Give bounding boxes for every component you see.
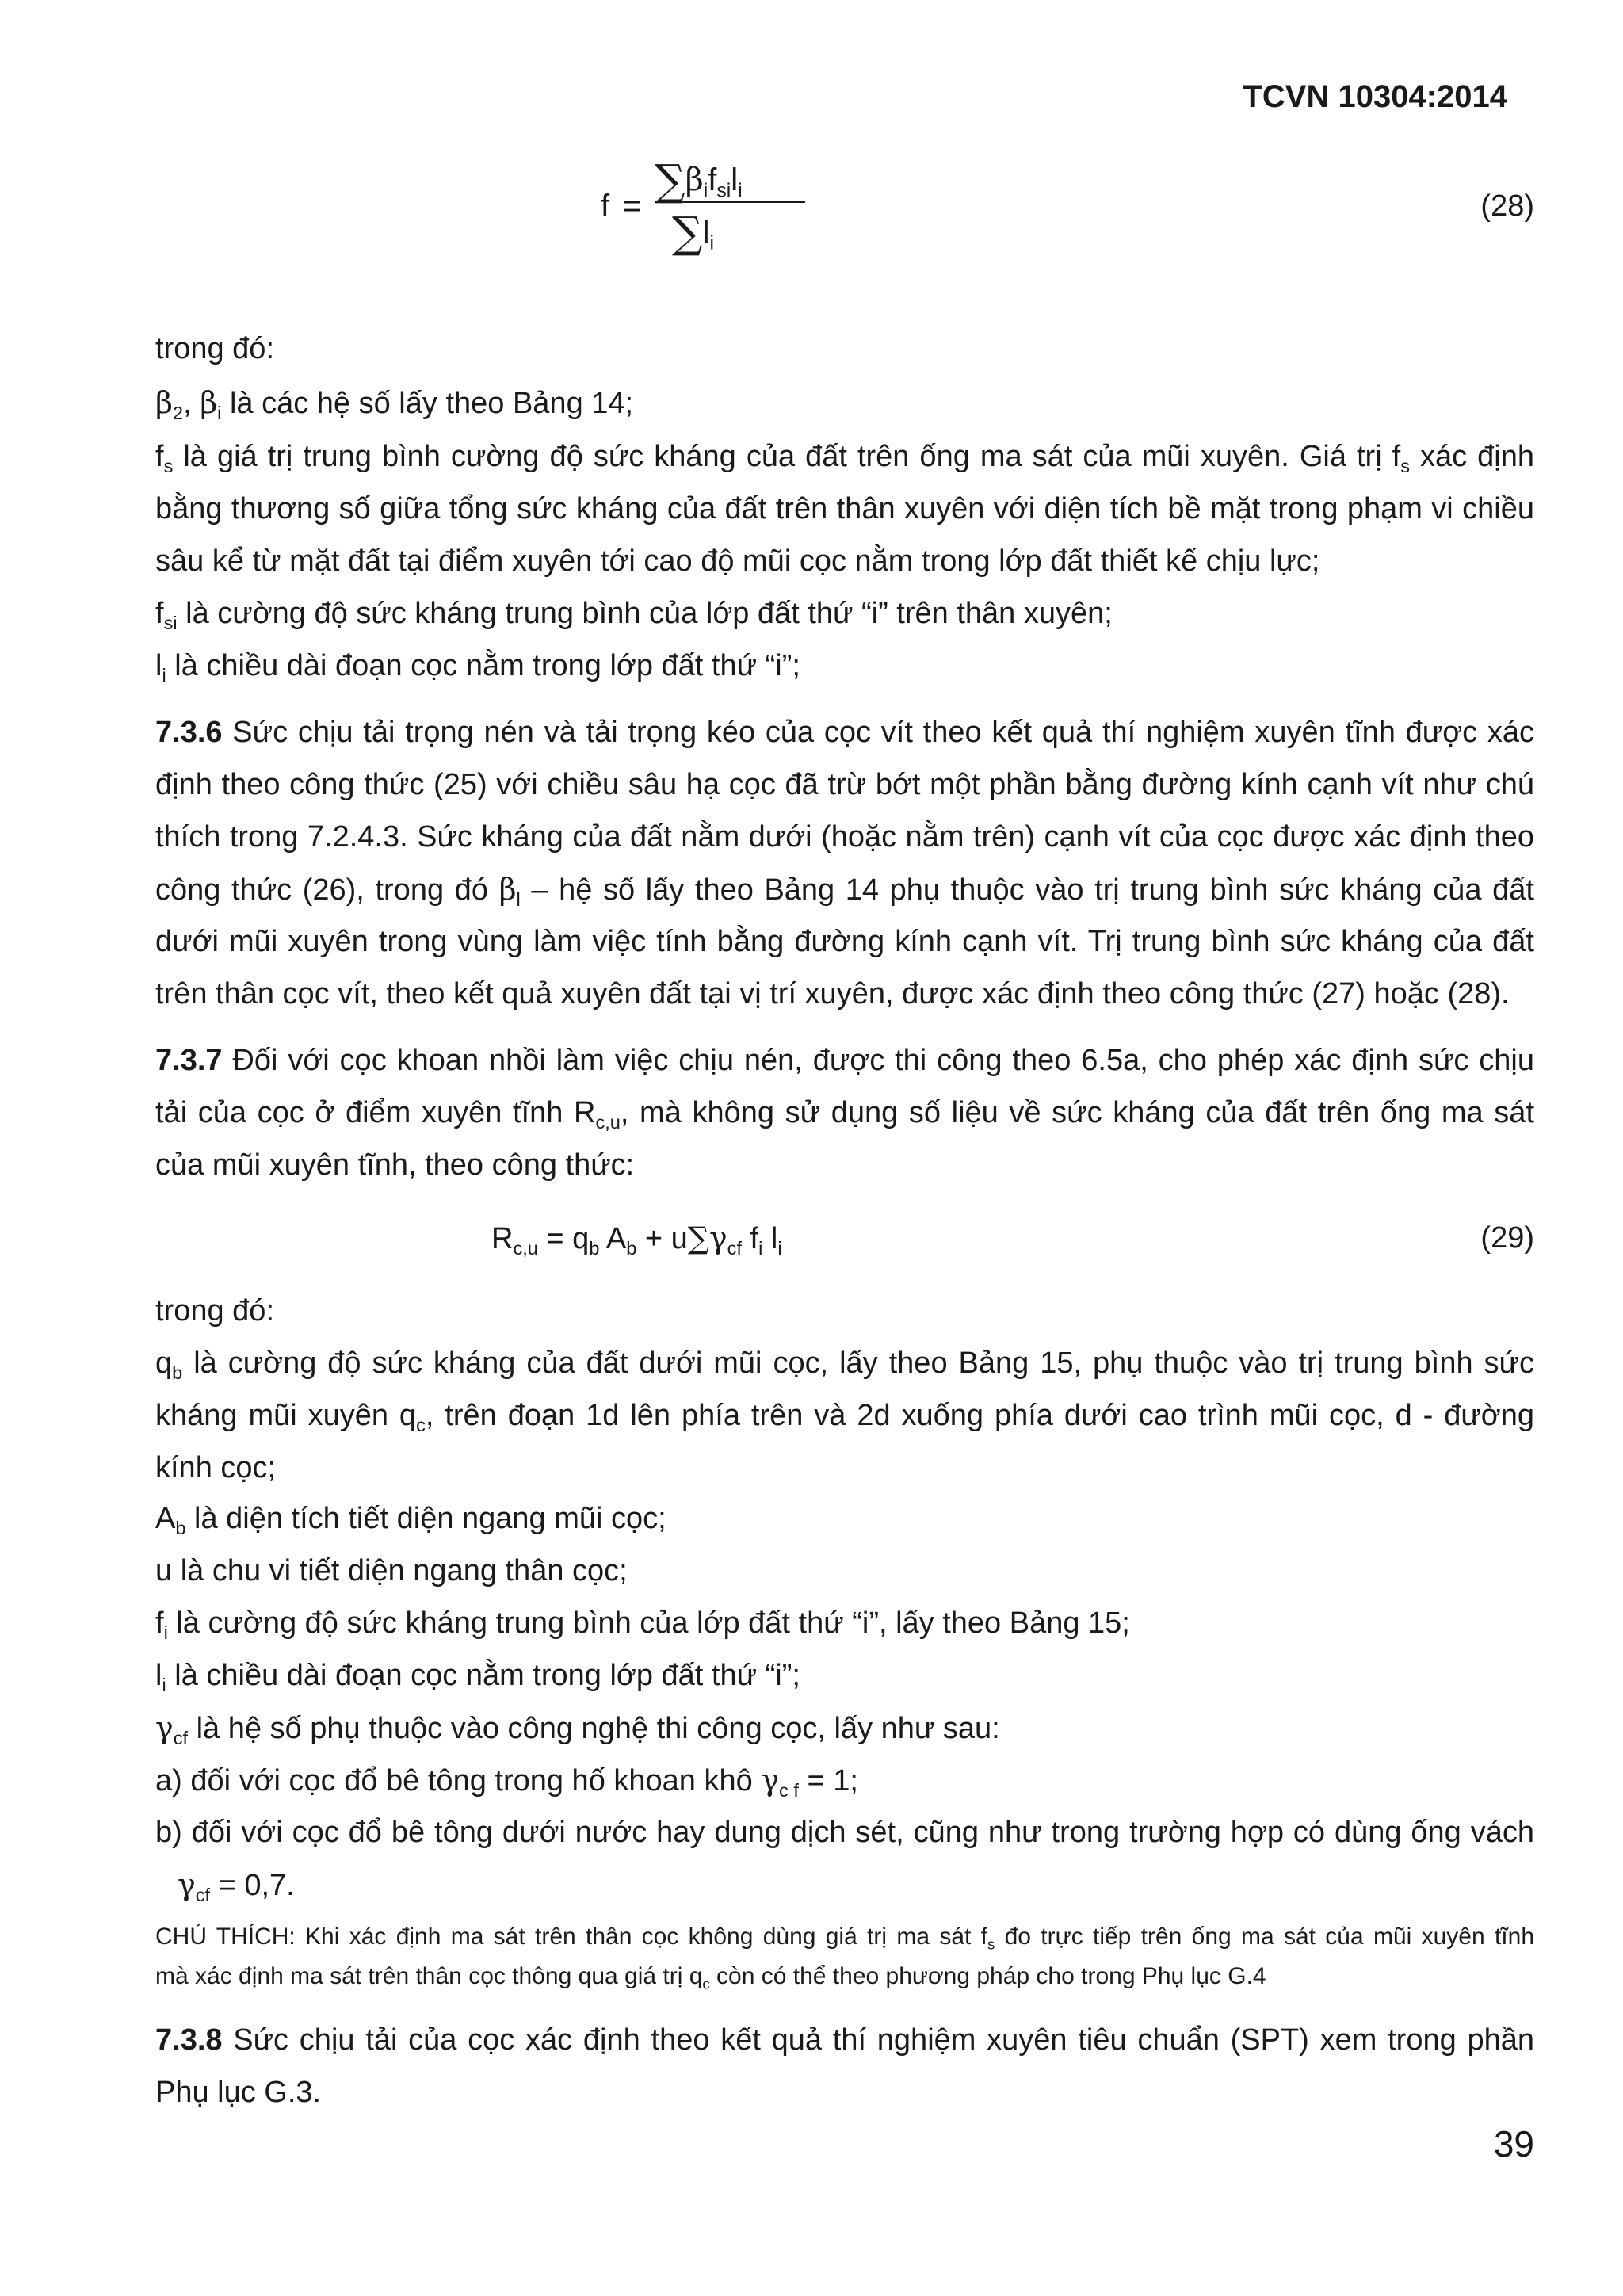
definition-fsi: $f_{si}$ là cường độ sức kháng trung bình của lớp đất thứ “i” trên thân xuyên; <box>155 597 1113 634</box>
definition-li: $l_i$ là chiều dài đoạn cọc nằm trong lớp đất thứ “i”; <box>155 649 800 686</box>
section-7-3-8-line1: 7.3.8 Sức chịu tải của cọc xác định theo kết quả thí nghiệm xuyên tiêu chuẩn (SPT) xem trong phần <box>155 2023 1534 2057</box>
definition-fs-line3: sâu kể từ mặt đất tại điểm xuyên tới cao độ mũi cọc nằm trong lớp đất thiết kế chịu lực; <box>155 544 1320 578</box>
formula-28-equals: = <box>623 189 642 223</box>
fraction-bar <box>655 201 805 203</box>
definition-u: u là chu vi tiết diện ngang thân cọc; <box>155 1554 628 1587</box>
definition-fs-line1: $f_s$ là giá trị trung bình cường độ sức kháng của đất trên ống ma sát của mũi xuyên. Giá trị $f_s$ xác định <box>155 440 1534 477</box>
section-7-3-6-line6: trên thân cọc vít, theo kết quả xuyên đất tại vị trí xuyên, được xác định theo công thức (27) hoặc (28). <box>155 977 1510 1010</box>
formula-28 <box>601 155 807 266</box>
section-number: 7.3.7 <box>155 1044 223 1077</box>
equation-number-28: (28) <box>1480 189 1534 223</box>
section-7-3-6-line1: 7.3.6 Sức chịu tải trọng nén và tải trọng kéo của cọc vít theo kết quả thí nghiệm xuyên tĩnh được xác <box>155 716 1534 749</box>
section-7-3-6-line2: định theo công thức (25) với chiều sâu hạ cọc đã trừ bớt một phần bằng đường kính cạnh vít như chú <box>155 768 1534 801</box>
section-7-3-8-line2: Phụ lục G.3. <box>155 2076 322 2109</box>
definition-qb-line1: $q_b$ là cường độ sức kháng của đất dưới mũi cọc, lấy theo Bảng 15, phụ thuộc vào trị trung bình sức <box>155 1347 1534 1384</box>
section-number: 7.3.8 <box>155 2023 223 2057</box>
definition-qb-line2: kháng mũi xuyên $q_c$, trên đoạn 1d lên phía trên và 2d xuống phía dưới cao trình mũi cọc, d - đường <box>155 1399 1534 1436</box>
definition-qb-line3: kính cọc; <box>155 1451 277 1484</box>
section-7-3-6-line3: thích trong 7.2.4.3. Sức kháng của đất nằm dưới (hoặc nằm trên) cạnh vít của cọc được xác định theo <box>155 820 1534 854</box>
definition-gamma-cf: $\gamma_{cf}$ là hệ số phụ thuộc vào công nghệ thi công cọc, lấy như sau: <box>155 1710 1000 1749</box>
formula-28-numerator: $\sum\beta_if_{si}l_i$ <box>655 155 743 205</box>
formula-28-denominator: $\sum l_i$ <box>672 208 714 258</box>
where-label: trong đó: <box>155 332 274 365</box>
section-number: 7.3.6 <box>155 716 223 749</box>
list-item-b-value: $\gamma_{cf} = 0,7$. <box>178 1867 295 1906</box>
standard-code: TCVN 10304:2014 <box>1243 79 1507 114</box>
definition-fs-line2: bằng thương số giữa tổng sức kháng của đất trên thân xuyên với diện tích bề mặt trong phạm vi chiều <box>155 492 1534 525</box>
list-item-a: a) đối với cọc đổ bê tông trong hố khoan khô $\gamma_{c f} = 1$; <box>155 1763 858 1801</box>
page-number: 39 <box>1493 2123 1534 2164</box>
definition-fi: $f_i$ là cường độ sức kháng trung bình của lớp đất thứ “i”, lấy theo Bảng 15; <box>155 1606 1130 1644</box>
section-7-3-7-line2: tải của cọc ở điểm xuyên tĩnh $R_{c,u}$, mà không sử dụng số liệu về sức kháng của đất trên ống ma sát <box>155 1096 1534 1133</box>
section-7-3-7-line1: 7.3.7 Đối với cọc khoan nhồi làm việc chịu nén, được thi công theo 6.5a, cho phép xác định sức chịu <box>155 1044 1534 1077</box>
note-line2: mà xác định ma sát trên thân cọc thông qua giá trị $q_c$ còn có thể theo phương pháp cho trong Phụ lục G.4 <box>155 1963 1266 1992</box>
formula-29: $R_{c,u} = q_b$ $A_b + u\sum\gamma_{cf}$ $f_i$ $l_i$ <box>491 1221 782 1259</box>
definition-beta: $\beta_2$, $\beta_i$ là các hệ số lấy theo Bảng 14; <box>155 385 634 424</box>
definition-Ab: $A_b$ là diện tích tiết diện ngang mũi cọc; <box>155 1502 666 1539</box>
section-7-3-6-line4: công thức (26), trong đó $\beta_l$ – hệ số lấy theo Bảng 14 phụ thuộc vào trị trung bình sức kháng của đất <box>155 872 1534 911</box>
equation-number-29: (29) <box>1480 1221 1534 1255</box>
where-label-2: trong đó: <box>155 1294 274 1328</box>
section-7-3-6-line5: dưới mũi xuyên trong vùng làm việc tính bằng đường kính cạnh vít. Trị trung bình sức kháng của đất <box>155 925 1534 958</box>
note-line1: CHÚ THÍCH: Khi xác định ma sát trên thân cọc không dùng giá trị ma sát $f_s$ đo trực tiếp trên ống ma sát của mũi xuyên tĩnh <box>155 1924 1535 1953</box>
list-item-b: b) đối với cọc đổ bê tông dưới nước hay dung dịch sét, cũng như trong trường hợp có dùng ống vách <box>155 1816 1534 1849</box>
definition-li-2: $l_i$ là chiều dài đoạn cọc nằm trong lớp đất thứ “i”; <box>155 1659 800 1696</box>
section-7-3-7-line3: của mũi xuyên tĩnh, theo công thức: <box>155 1148 635 1182</box>
formula-28-lhs: f <box>601 189 610 223</box>
